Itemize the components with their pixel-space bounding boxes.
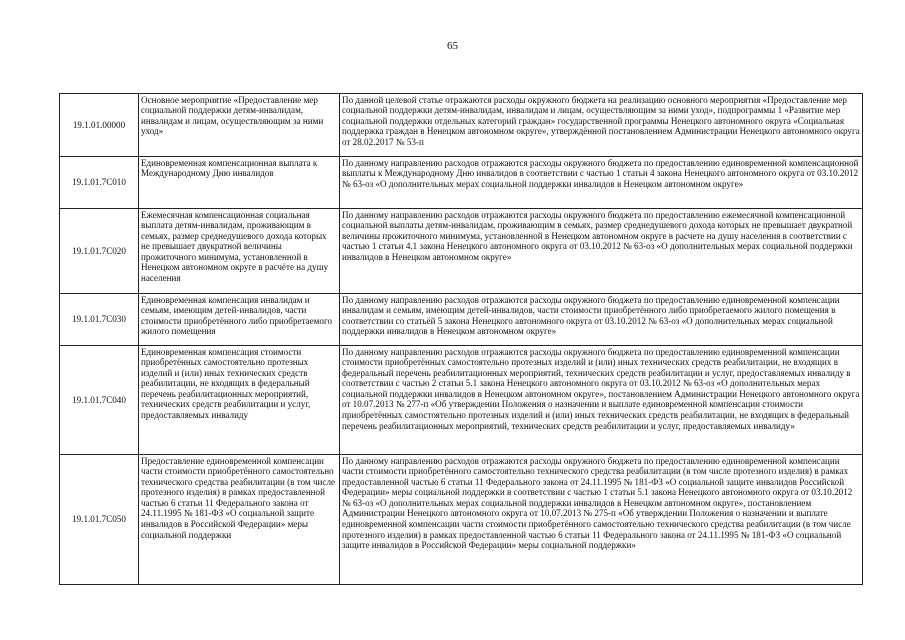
row-name: Предоставление единовременной компенсации части стоимости приобретённого самостоятельно технического средства реабилитации (в том числе протезного изделия) в рамках предоставленной частью 6 статьи 11 Федерального закона от 24.11.1995 № 181-ФЗ «О социальной защите инвалидов в Российской Федерации» меры социальной поддержки (139, 455, 340, 585)
row-description: По данному направлению расходов отражаются расходы окружного бюджета по предоставлению единовременной компенсации части стоимости приобретённого самостоятельно технического средства реабилитации (в том числе протезного изделия) в рамках предоставленной частью 6 статьи 11 Федерального закона от 24.11.1995 № 181-ФЗ «О социальной защите инвалидов Российской Федерации» меры социальной поддержки в соответствии с частью 1 статьи 5.1 закона Ненецкого автономного округа от 03.10.2012 № 63-оз «О дополнительных мерах социальной поддержки инвалидов в Ненецком автономном округе», постановлением Администрации Ненецкого автономного округа от 10.07.2013 № 275-п «Об утверждении Положения о назначении и выплате единовременной компенсации части стоимости приобретённого самостоятельно технического средства реабилитации (в том числе протезного изделия) в рамках предоставленной частью 6 статьи 11 Федерального закона от 24.11.1995 № 181-ФЗ «О социальной защите инвалидов в Российской Федерации» меры социальной поддержки» (340, 455, 863, 585)
row-description: По данному направлению расходов отражаются расходы окружного бюджета по предоставлению ежемесячной компенсационной социальной выплаты детям-инвалидам, проживающим в семьях, размер среднедушевого дохода которых не превышает двукратной величины прожиточного минимума, установленной в Ненецком автономном округе в расчете на душу населения в соответствии с частью 1 статьи 4.1 закона Ненецкого автономного округа от 03.10.2012 № 63-оз «О дополнительных мерах социальной поддержки инвалидов в Ненецком автономном округе» (340, 209, 863, 294)
row-description: По данному направлению расходов отражаются расходы окружного бюджета по предоставлению единовременной компенсации инвалидам и семьям, имеющим детей-инвалидов, части стоимости приобретённого либо приобретаемого жилого помещения в соответствии со статьёй 5 закона Ненецкого автономного округа от 03.10.2012 № 63-оз «О дополнительных мерах социальной поддержки инвалидов в Ненецком автономном округе» (340, 294, 863, 346)
row-code: 19.1.01.7С010 (60, 157, 139, 209)
table-row (60, 157, 863, 209)
row-name: Единовременная компенсационная выплата к Международному Дню инвалидов (139, 157, 340, 209)
row-code: 19.1.01.00000 (60, 94, 139, 157)
row-name: Основное мероприятие «Предоставление мер социальной поддержки детям-инвалидам, инвалидам и лицам, осуществляющим за ними уход» (139, 94, 340, 157)
row-code: 19.1.01.7С050 (60, 455, 139, 585)
budget-classification-table (59, 93, 863, 585)
table-row (60, 294, 863, 346)
row-description: По данному направлению расходов отражаются расходы окружного бюджета по предоставлению единовременной компенсации стоимости приобретённых самостоятельно протезных изделий и (или) иных технических средств реабилитации, не входящих в федеральный перечень реабилитационных мероприятий, технических средств реабилитации и услуг, предоставляемых инвалиду в соответствии с частью 2 статьи 5.1 закона Ненецкого автономного округа от 03.10.2012 № 63-оз «О дополнительных мерах социальной поддержки инвалидов в Ненецком автономном округе», постановлением Администрации Ненецкого автономного округа от 10.07.2013 № 277-п «Об утверждении Положения о назначении и выплате единовременной компенсации стоимости приобретённых самостоятельно протезных изделий и (или) иных технических средств реабилитации, не входящих в федеральный перечень реабилитационных мероприятий, технических средств реабилитации и услуг, предоставляемых инвалиду» (340, 346, 863, 455)
table-row (60, 455, 863, 585)
row-name: Ежемесячная компенсационная социальная выплата детям-инвалидам, проживающим в семьях, размер среднедушевого дохода которых не превышает двукратной величины прожиточного минимума, установленной в Ненецком автономном округе в расчёте на душу населения (139, 209, 340, 294)
table-row (60, 346, 863, 455)
row-code: 19.1.01.7С040 (60, 346, 139, 455)
row-name: Единовременная компенсация стоимости приобретённых самостоятельно протезных изделий и (или) иных технических средств реабилитации, не входящих в федеральный перечень реабилитационных мероприятий, технических средств реабилитации и услуг, предоставляемых инвалиду (139, 346, 340, 455)
table-row (60, 209, 863, 294)
row-code: 19.1.01.7С030 (60, 294, 139, 346)
row-description: По данной целевой статье отражаются расходы окружного бюджета на реализацию основного мероприятия «Предоставление мер социальной поддержки детям-инвалидам, инвалидам и лицам, осуществляющим за ними уход», подпрограммы 1 «Развитие мер социальной поддержки отдельных категорий граждан» государственной программы Ненецкого автономного округа «Социальная поддержка граждан в Ненецком автономном округе», утверждённой постановлением Администрации Ненецкого автономного округа от 28.02.2017 № 53-п (340, 94, 863, 157)
table-row (60, 94, 863, 157)
row-name: Единовременная компенсация инвалидам и семьям, имеющим детей-инвалидов, части стоимости приобретённого либо приобретаемого жилого помещения (139, 294, 340, 346)
row-description: По данному направлению расходов отражаются расходы окружного бюджета по предоставлению единовременной компенсационной выплаты к Международному Дню инвалидов в соответствии с частью 1 статьи 4 закона Ненецкого автономного округа от 03.10.2012 № 63-оз «О дополнительных мерах социальной поддержки инвалидов в Ненецком автономном округе» (340, 157, 863, 209)
page-number: 65 (447, 40, 458, 52)
row-code: 19.1.01.7С020 (60, 209, 139, 294)
